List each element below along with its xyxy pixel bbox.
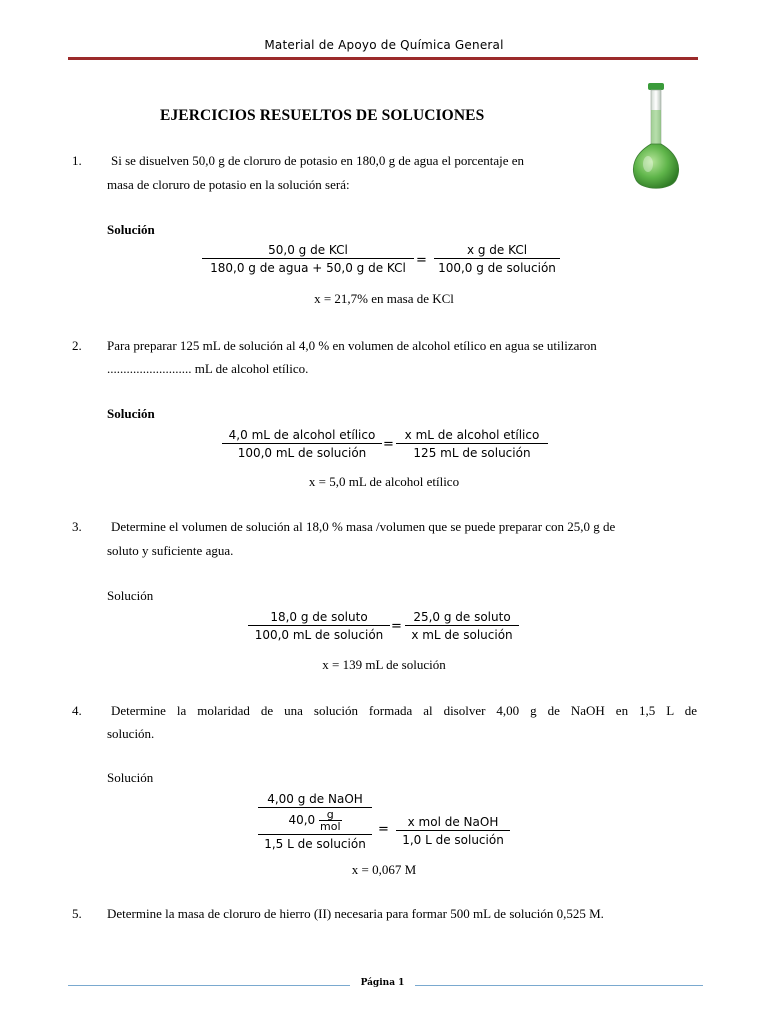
solution-result: x = 0,067 M (351, 862, 417, 877)
nested-top-numerator: 4,00 g de NaOH (258, 792, 372, 808)
equation-nested-fraction-left (258, 792, 372, 851)
fraction-denominator: 100,0 g de solución (434, 258, 560, 275)
fraction-denominator: 100,0 mL de solución (222, 443, 382, 460)
unit-denominator: mol (320, 820, 341, 833)
exercise-text-line: Determine la molaridad de una solución formada al disolver 4,00 g de NaOH en 1,5 L de (111, 703, 697, 718)
footer-rule-right (415, 985, 703, 986)
fraction-denominator: 100,0 mL de solución (248, 625, 390, 642)
exercise-number: 1. (72, 153, 82, 168)
fraction-denominator: x mL de solución (405, 625, 519, 642)
equals-sign: = (391, 619, 402, 634)
solution-result: x = 139 mL de solución (322, 657, 446, 672)
fraction-numerator: x mol de NaOH (407, 815, 499, 829)
exercise-text-line: solución. (107, 726, 155, 741)
exercise-text-line: Determine el volumen de solución al 18,0 % masa /volumen que se puede preparar con 25,0 g de (111, 519, 616, 534)
solution-result: x = 21,7% en masa de KCl (314, 291, 454, 306)
equation-fraction-left (202, 243, 414, 275)
equation-fraction-right (405, 610, 519, 642)
fraction-denominator: 1,0 L de solución (396, 830, 510, 847)
equation-fraction-right (434, 243, 560, 275)
fraction-denominator: 1,5 L de solución (264, 837, 366, 851)
equation-fraction-right (396, 428, 548, 460)
solution-label: Solución (107, 588, 154, 603)
solution-result: x = 5,0 mL de alcohol etílico (308, 474, 460, 489)
exercise-text-line: Determine la masa de cloruro de hierro (II) necesaria para formar 500 mL de solución 0,525 M. (107, 906, 604, 921)
exercise-number: 2. (72, 338, 82, 353)
solution-label: Solución (107, 406, 155, 421)
equation-fraction-right (396, 815, 510, 847)
page-number: Página 1 (360, 978, 405, 988)
fraction-numerator: x mL de alcohol etílico (404, 428, 540, 442)
fraction-numerator: 50,0 g de KCl (268, 243, 348, 257)
exercise-number: 3. (72, 519, 82, 534)
equals-sign: = (416, 253, 427, 268)
header-rule (68, 57, 698, 60)
equation-fraction-left (248, 610, 390, 642)
exercise-number: 5. (72, 906, 82, 921)
exercise-text-line: .......................... mL de alcohol etílico. (107, 361, 309, 376)
equals-sign: = (378, 822, 389, 837)
footer-rule-left (68, 985, 350, 986)
molar-mass-value: 40,0 (288, 813, 316, 827)
page-header: Material de Apoyo de Química General (264, 38, 504, 52)
equation-fraction-left (222, 428, 382, 460)
nested-molar-mass (258, 808, 372, 835)
fraction-numerator: 18,0 g de soluto (270, 610, 368, 624)
document-title: EJERCICIOS RESUELTOS DE SOLUCIONES (160, 107, 485, 124)
fraction-denominator: 125 mL de solución (396, 443, 548, 460)
exercise-text-line: soluto y suficiente agua. (107, 543, 234, 558)
solution-label: Solución (107, 770, 154, 785)
exercise-text-line: Si se disuelven 50,0 g de cloruro de potasio en 180,0 g de agua el porcentaje en (111, 153, 524, 168)
fraction-denominator: 180,0 g de agua + 50,0 g de KCl (202, 258, 414, 275)
fraction-numerator: x g de KCl (466, 243, 528, 257)
exercise-text-line: masa de cloruro de potasio en la solución será: (107, 177, 350, 192)
exercise-number: 4. (72, 703, 82, 718)
molar-mass-unit (319, 809, 342, 832)
volumetric-flask-icon (628, 80, 684, 192)
unit-numerator: g (319, 809, 342, 821)
fraction-numerator: 4,0 mL de alcohol etílico (228, 428, 376, 442)
equals-sign: = (383, 437, 394, 452)
solution-label: Solución (107, 222, 155, 237)
exercise-text-line: Para preparar 125 mL de solución al 4,0 % en volumen de alcohol etílico en agua se utilizaron (107, 338, 597, 353)
fraction-numerator: 25,0 g de soluto (413, 610, 511, 624)
